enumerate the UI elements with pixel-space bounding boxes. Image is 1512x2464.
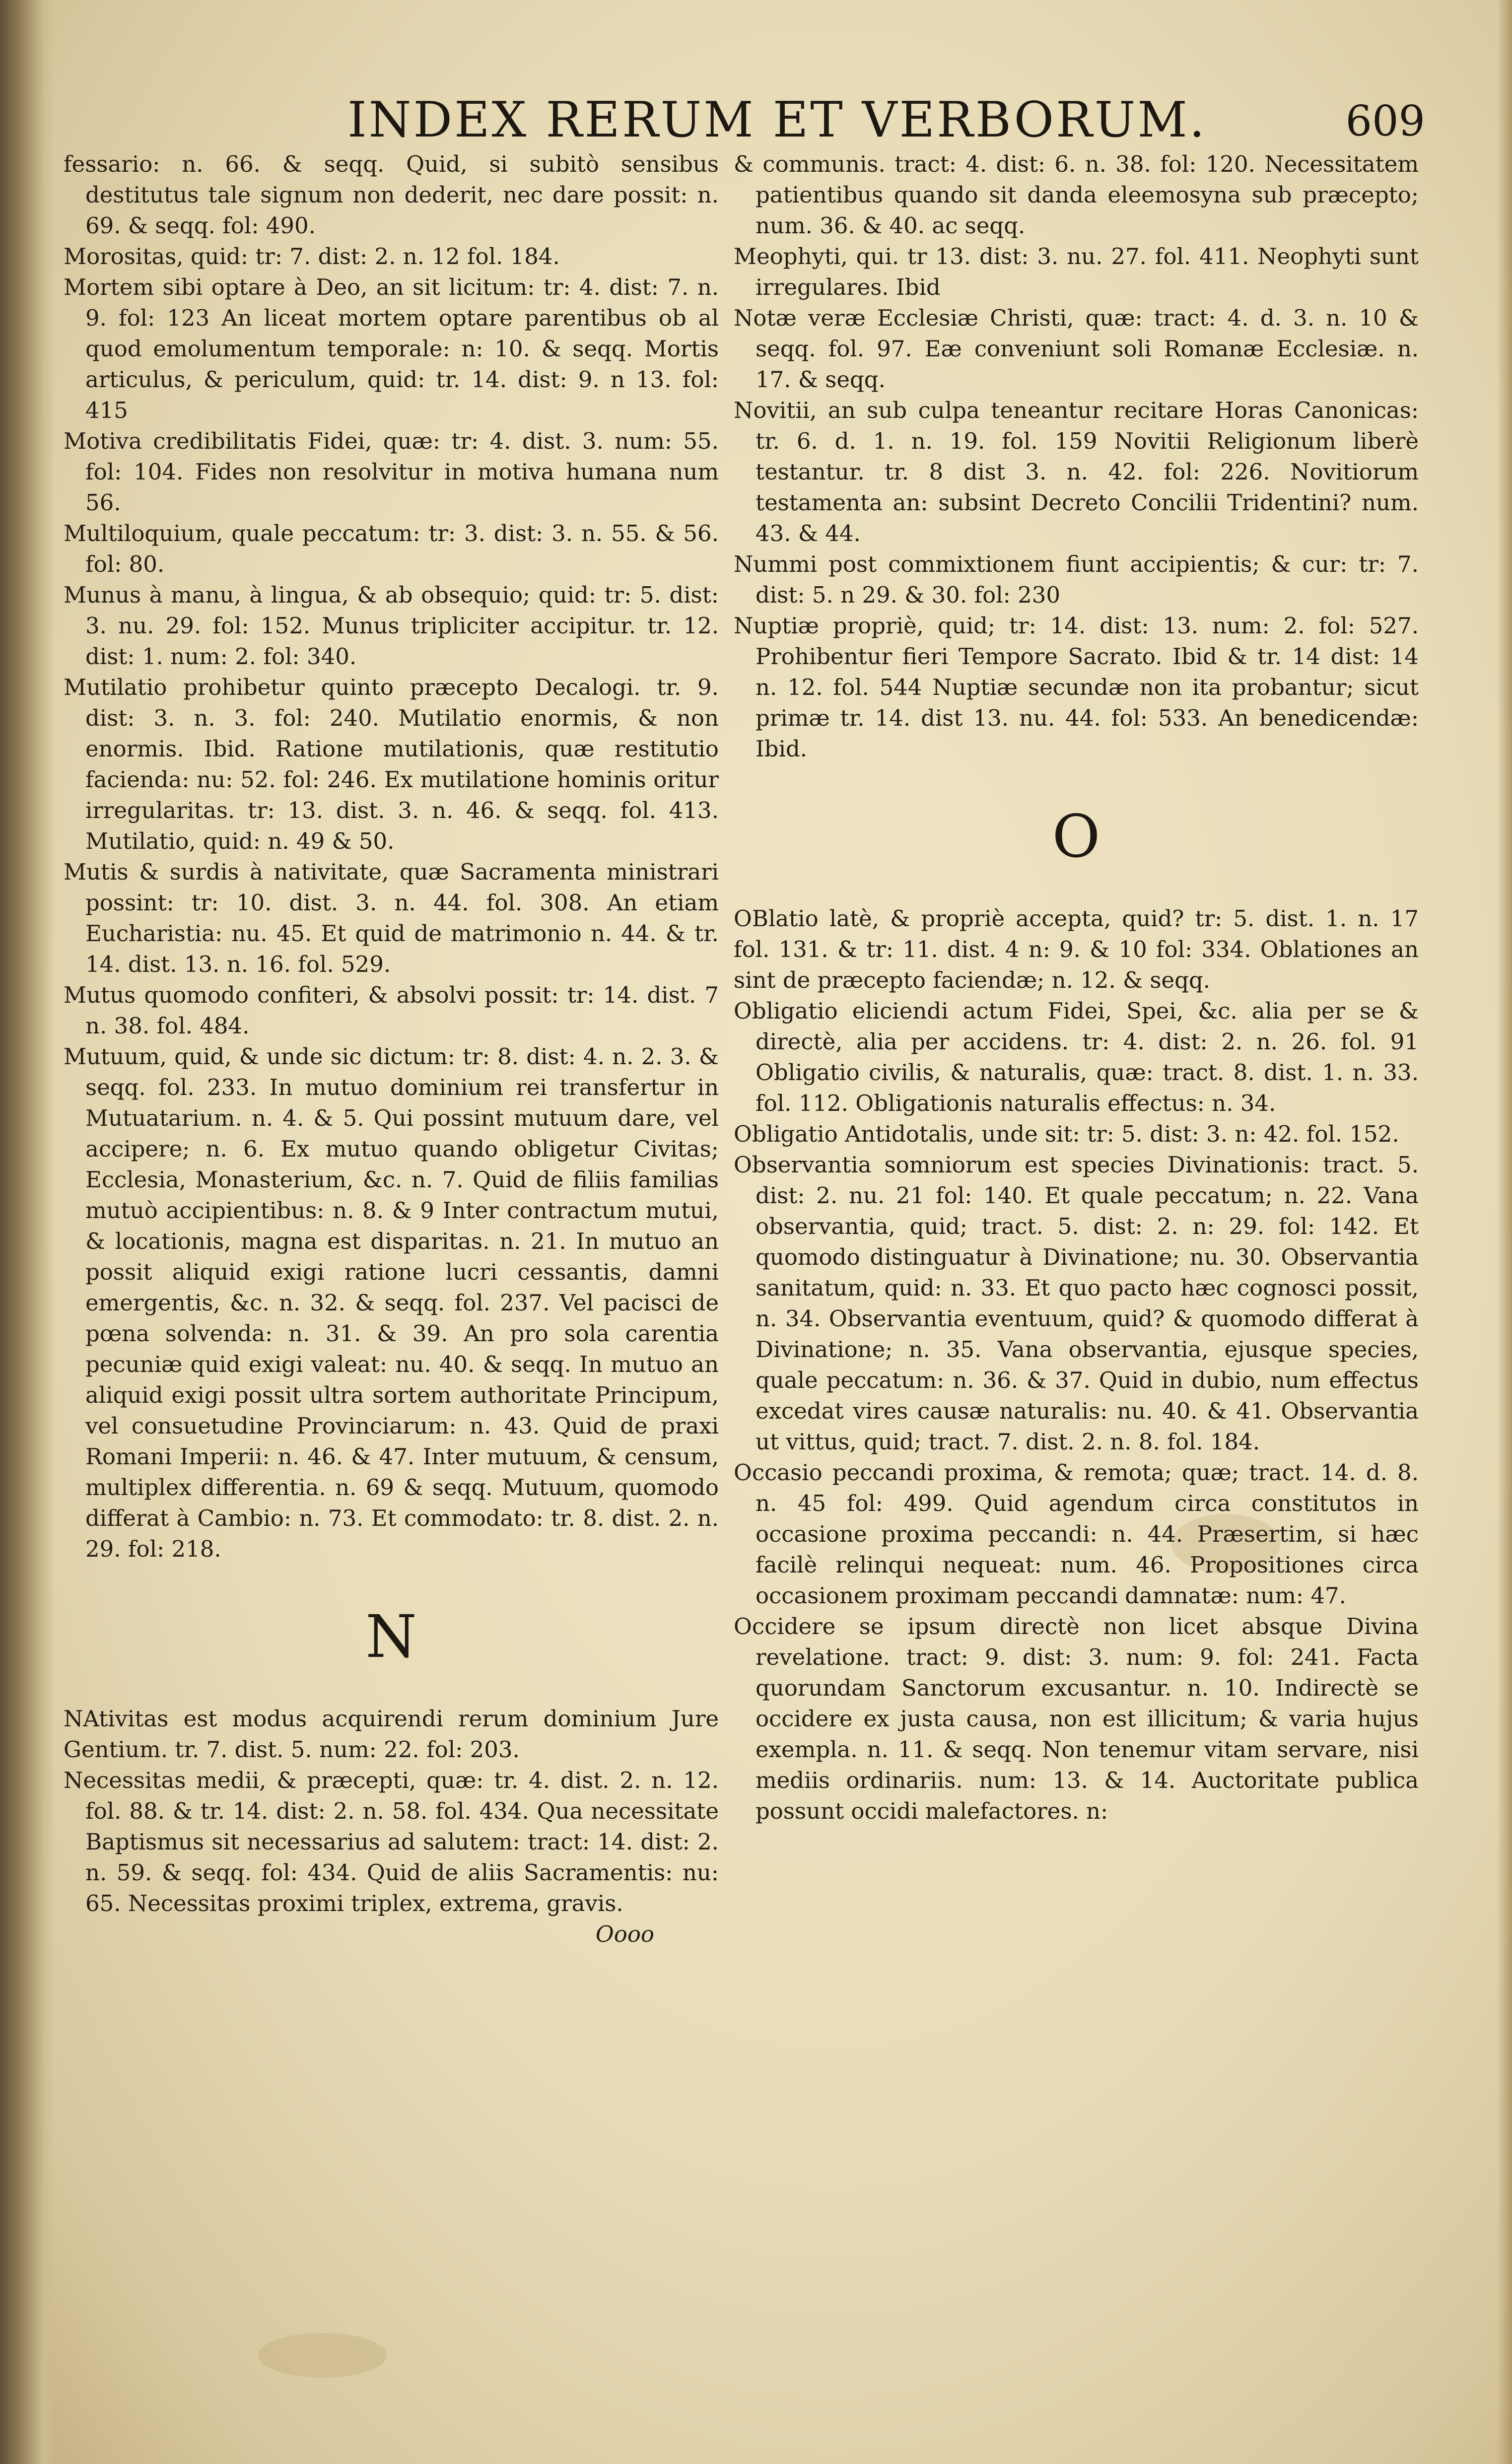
right-column <box>734 149 1419 1827</box>
index-entry: Obligatio eliciendi actum Fidei, Spei, &c. alia per se & directè, alia per accidens. tr: 4. dist: 2. n. 26. fol. 91 Obligatio civilis, & naturalis, quæ: tract. 8. dist. 1. n. 33. fol. 112. Obligationis naturalis effectus: n. 34. <box>734 998 1419 1116</box>
index-entry: NAtivitas est modus acquirendi rerum dominium Jure Gentium. tr. 7. dist. 5. num: 22. fol: 203. <box>64 1706 719 1763</box>
section-letter-n: N <box>365 1602 417 1671</box>
index-entry: Morositas, quid: tr: 7. dist: 2. n. 12 fol. 184. <box>64 243 560 270</box>
page-number: 609 <box>1345 97 1425 145</box>
index-entry: Multiloquium, quale peccatum: tr: 3. dist: 3. n. 55. & 56. fol: 80. <box>64 520 719 577</box>
index-entry: Meophyti, qui. tr 13. dist: 3. nu. 27. fol. 411. Neophyti sunt irregulares. Ibid <box>734 243 1419 300</box>
index-entry: Mutuum, quid, & unde sic dictum: tr: 8. dist: 4. n. 2. 3. & seqq. fol. 233. In mutuo dominium rei transfertur in Mutuatarium. n. 4. & 5. Qui possint mutuum dare, vel accipere; n. 6. Ex mutuo quando obligetur Civitas; Ecclesia, Monasterium, &c. n. 7. Quid de filiis familias mutuò accipientibus: n. 8. & 9 Inter contractum mutui, & locationis, magna est disparitas. n. 21. In mutuo an possit aliquid exigi ratione lucri cessantis, damni emergentis, &c. n. 32. & seqq. fol. 237. Vel pacisci de pœna solvenda: n. 31. & 39. An pro sola carentia pecuniæ quid exigi valeat: nu. 40. & seqq. In mutuo an aliquid exigi possit ultra sortem authoritate Principum, vel consuetudine Provinciarum: n. 43. Quid de praxi Romani Imperii: n. 46. & 47. Inter mutuum, & censum, multiplex differentia. n. 69 & seqq. Mutuum, quomodo differat à Cambio: n. 73. Et commodato: tr. 8. dist. 2. n. 29. fol: 218. <box>64 1043 719 1562</box>
index-entry: Nuptiæ propriè, quid; tr: 14. dist: 13. num: 2. fol: 527. Prohibentur fieri Tempore Sacrato. Ibid & tr. 14 dist: 14 n. 12. fol. 544 Nuptiæ secundæ non ita probantur; sicut primæ tr. 14. dist 13. nu. 44. fol: 533. An benedicendæ: Ibid. <box>734 613 1419 762</box>
index-entry: Mutis & surdis à nativitate, quæ Sacramenta ministrari possint: tr: 10. dist. 3. n. 44. fol. 308. An etiam Eucharistia: nu. 45. Et quid de matrimonio n. 44. & tr. 14. dist. 13. n. 16. fol. 529. <box>64 859 719 977</box>
catchword: Oooo <box>595 1921 654 1947</box>
running-title: INDEX RERUM ET VERBORUM. <box>347 92 1207 148</box>
index-entry: Necessitas medii, & præcepti, quæ: tr. 4. dist. 2. n. 12. fol. 88. & tr. 14. dist: 2. n. 58. fol. 434. Qua necessitate Baptismus sit necessarius ad salutem: tract: 14. dist: 2. n. 59. & seqq. fol: 434. Quid de aliis Sacramentis: nu: 65. Necessitas proximi triplex, extrema, gravis. <box>64 1767 719 1916</box>
index-entry: Mortem sibi optare à Deo, an sit licitum: tr: 4. dist: 7. n. 9. fol: 123 An liceat mortem optare parentibus ob al quod emolumentum temporale: n: 10. & seqq. Mortis articulus, & periculum, quid: tr. 14. dist: 9. n 13. fol: 415 <box>64 274 719 423</box>
index-entry: Mutilatio prohibetur quinto præcepto Decalogi. tr. 9. dist: 3. n. 3. fol: 240. Mutilatio enormis, & non enormis. Ibid. Ratione mutilationis, quæ restitutio facienda: nu: 52. fol: 246. Ex mutilatione hominis oritur irregularitas. tr: 13. dist. 3. n. 46. & seqq. fol. 413. Mutilatio, quid: n. 49 & 50. <box>64 674 719 854</box>
left-column <box>64 149 719 1950</box>
index-entry: Observantia somniorum est species Divinationis: tract. 5. dist: 2. nu. 21 fol: 140. Et quale peccatum; n. 22. Vana observantia, quid; tract. 5. dist: 2. n: 29. fol: 142. Et quomodo distinguatur à Divinatione; nu. 30. Observantia sanitatum, quid: n. 33. Et quo pacto hæc cognosci possit, n. 34. Observantia eventuum, quid? & quomodo differat à Divinatione; n. 35. Vana observantia, ejusque species, quale peccatum: n. 36. & 37. Quid in dubio, num effectus excedat vires causæ naturalis: nu. 40. & 41. Observantia ut vittus, quid; tract. 7. dist. 2. n. 8. fol. 184. <box>734 1152 1419 1455</box>
index-entry: Occasio peccandi proxima, & remota; quæ; tract. 14. d. 8. n. 45 fol: 499. Quid agendum circa constitutos in occasione proxima peccandi: n. 44. Præsertim, si hæc facilè relinqui nequeat: num. 46. Propositiones circa occasionem proximam peccandi damnatæ: num: 47. <box>734 1459 1419 1609</box>
index-entry: Mutus quomodo confiteri, & absolvi possit: tr: 14. dist. 7 n. 38. fol. 484. <box>64 982 719 1039</box>
page-edge-shadow <box>1497 0 1512 2464</box>
index-entry: Munus à manu, à lingua, & ab obsequio; quid: tr: 5. dist: 3. nu. 29. fol: 152. Munus tripliciter accipitur. tr. 12. dist: 1. num: 2. fol: 340. <box>64 582 719 670</box>
index-entry: Novitii, an sub culpa teneantur recitare Horas Canonicas: tr. 6. d. 1. n. 19. fol. 159 Novitii Religionum liberè testantur. tr. 8 dist 3. n. 42. fol: 226. Novitiorum testamenta an: subsint Decreto Concilii Tridentini? num. 43. & 44. <box>734 397 1419 547</box>
book-gutter-shadow <box>0 0 55 2464</box>
index-entry: Notæ veræ Ecclesiæ Christi, quæ: tract: 4. d. 3. n. 10 & seqq. fol. 97. Eæ conveniunt soli Romanæ Ecclesiæ. n. 17. & seqq. <box>734 305 1419 393</box>
index-entry: & communis. tract: 4. dist: 6. n. 38. fol: 120. Necessitatem patientibus quando sit danda eleemosyna sub præcepto; num. 36. & 40. ac seqq. <box>734 151 1419 239</box>
index-entry: Motiva credibilitatis Fidei, quæ: tr: 4. dist. 3. num: 55. fol: 104. Fides non resolvitur in motiva humana num 56. <box>64 428 719 516</box>
index-entry: Occidere se ipsum directè non licet absque Divina revelatione. tract: 9. dist: 3. num: 9. fol: 241. Facta quorundam Sanctorum excusantur. n. 10. Indirectè se occidere ex justa causa, non est illicitum; & varia hujus exempla. n. 11. & seqq. Non tenemur vitam servare, nisi mediis ordinariis. num: 13. & 14. Auctoritate publica possunt occidi malefactores. n: <box>734 1613 1419 1824</box>
index-entry: Nummi post commixtionem fiunt accipientis; & cur: tr: 7. dist: 5. n 29. & 30. fol: 230 <box>734 551 1419 608</box>
index-entry: OBlatio latè, & propriè accepta, quid? tr: 5. dist. 1. n. 17 fol. 131. & tr: 11. dist. 4 n: 9. & 10 fol: 334. Oblationes an sint de præcepto faciendæ; n. 12. & seqq. <box>734 905 1419 993</box>
index-entry: fessario: n. 66. & seqq. Quid, si subitò sensibus destitutus tale signum non dederit, nec dare possit: n. 69. & seqq. fol: 490. <box>64 151 719 239</box>
index-entry: Obligatio Antidotalis, unde sit: tr: 5. dist: 3. n: 42. fol. 152. <box>734 1121 1399 1147</box>
section-letter-o: O <box>1052 802 1100 871</box>
paper-stain <box>258 2333 387 2378</box>
